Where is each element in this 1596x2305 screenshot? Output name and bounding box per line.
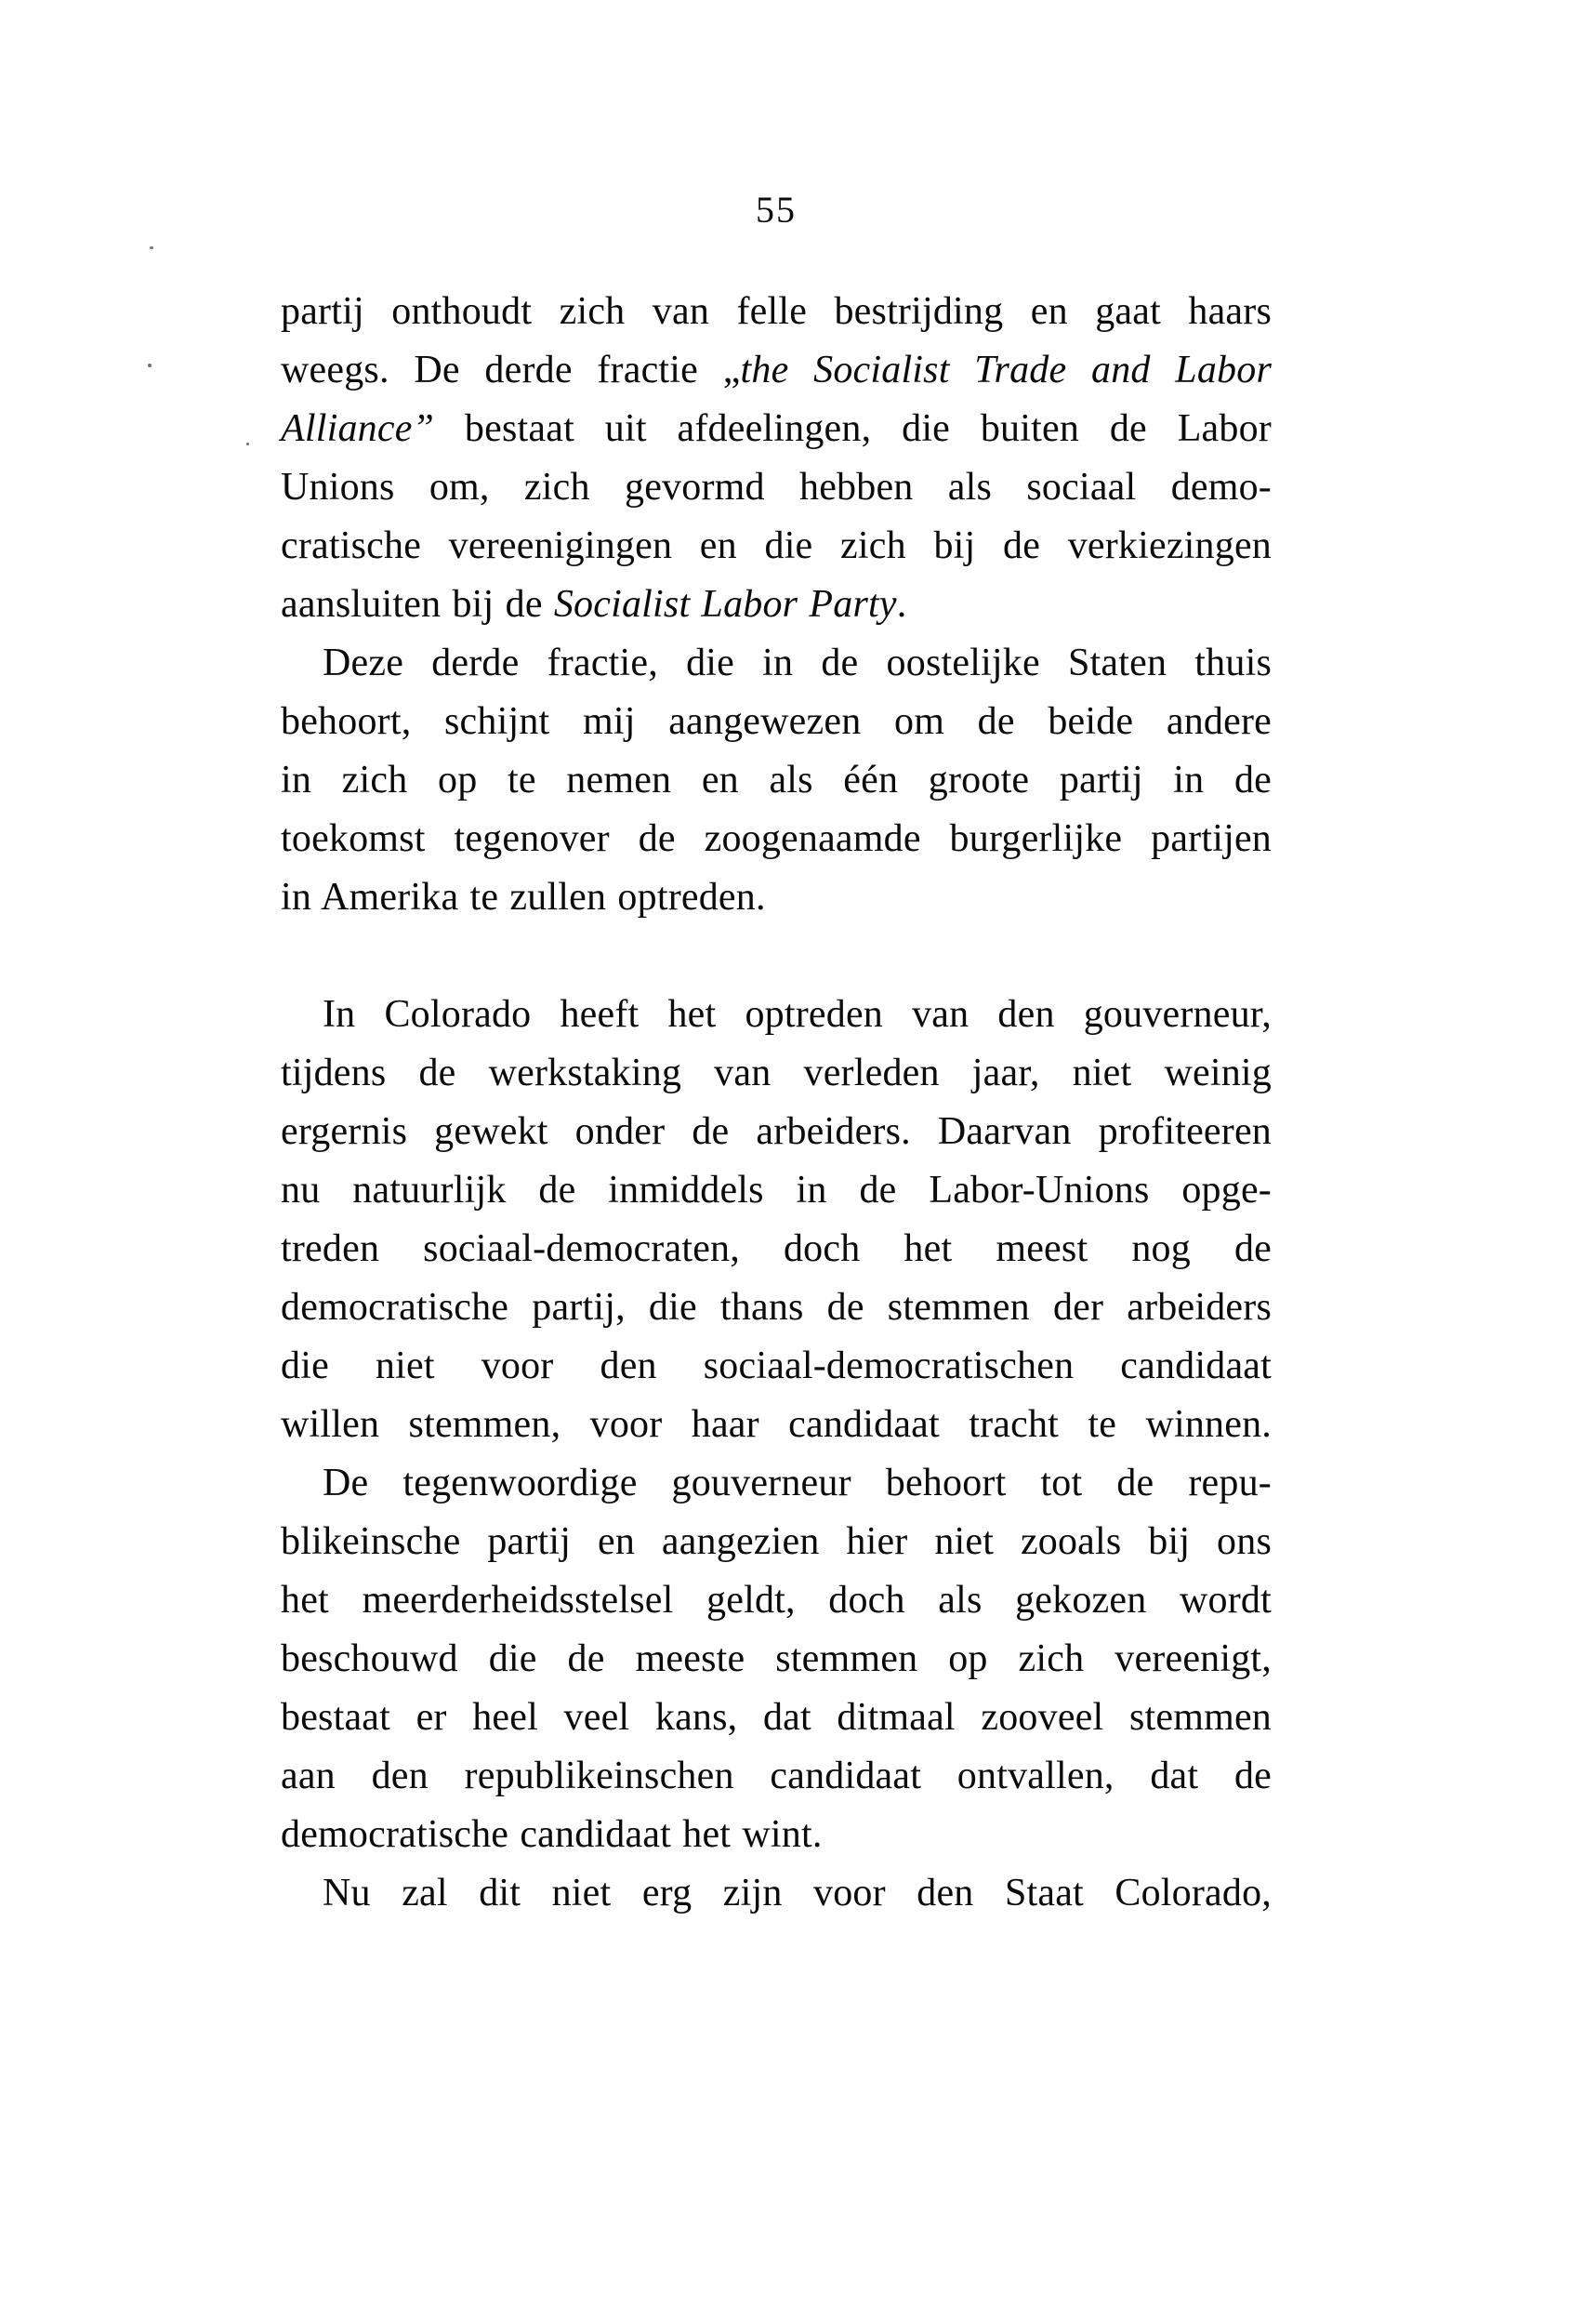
text-segment: aansluiten bij de xyxy=(281,583,554,626)
text-segment: willen stemmen, voor haar candidaat tracht te winnen. xyxy=(281,1403,1272,1446)
text-segment: Unions om, zich gevormd hebben als sociaal demo- xyxy=(281,466,1272,509)
text-block xyxy=(281,283,1272,1923)
text-segment: De tegenwoordige gouverneur behoort tot de repu- xyxy=(323,1462,1272,1504)
text-line xyxy=(281,1571,1272,1630)
text-segment: beschouwd die de meeste stemmen op zich vereenigt, xyxy=(281,1637,1272,1680)
text-line xyxy=(281,986,1272,1044)
text-segment: toekomst tegenover de zoogenaamde burgerlijke partijen xyxy=(281,817,1272,860)
text-segment: het meerderheidsstelsel geldt, doch als gekozen wordt xyxy=(281,1579,1272,1622)
text-segment: Deze derde fractie, die in de oostelijke Staten thuis xyxy=(323,642,1272,684)
text-segment: in zich op te nemen en als één groote partij in de xyxy=(281,759,1272,801)
text-line xyxy=(281,341,1272,400)
text-line xyxy=(281,634,1272,693)
text-segment: blikeinsche partij en aangezien hier niet zooals bij ons xyxy=(281,1520,1272,1563)
text-segment: cratische vereenigingen en die zich bij de verkiezingen xyxy=(281,524,1272,567)
text-segment: aan den republikeinschen candidaat ontvallen, dat de xyxy=(281,1755,1272,1797)
italic-text-segment: the Socialist Trade and Labor xyxy=(740,349,1272,391)
text-line xyxy=(281,1396,1272,1454)
text-line xyxy=(281,1044,1272,1103)
italic-text-segment: Socialist Labor Party xyxy=(553,583,897,626)
text-segment: in Amerika te zullen optreden. xyxy=(281,876,766,919)
text-line xyxy=(281,1337,1272,1396)
text-segment: . xyxy=(896,583,907,626)
paragraph xyxy=(281,986,1272,1454)
scan-speck xyxy=(150,246,153,249)
text-line xyxy=(281,1864,1272,1923)
text-line xyxy=(281,283,1272,341)
paragraph xyxy=(281,634,1272,927)
text-segment: nu natuurlijk de inmiddels in de Labor-Unions opge- xyxy=(281,1169,1272,1212)
paragraph xyxy=(281,1864,1272,1923)
scan-speck xyxy=(148,364,152,367)
text-segment: bestaat er heel veel kans, dat ditmaal zooveel stemmen xyxy=(281,1696,1272,1739)
text-line xyxy=(281,576,1272,634)
paragraph xyxy=(281,1454,1272,1864)
text-line xyxy=(281,400,1272,458)
text-line xyxy=(281,1630,1272,1689)
paragraph xyxy=(281,283,1272,634)
text-line xyxy=(281,1161,1272,1220)
text-segment: behoort, schijnt mij aangewezen om de beide andere xyxy=(281,700,1272,743)
text-line xyxy=(281,458,1272,517)
text-segment: treden sociaal-democraten, doch het meest nog de xyxy=(281,1227,1272,1270)
text-segment: tijdens de werkstaking van verleden jaar, niet weinig xyxy=(281,1052,1272,1094)
page-number: 55 xyxy=(756,189,797,231)
text-segment: Nu zal dit niet erg zijn voor den Staat Colorado, xyxy=(323,1872,1272,1914)
text-line xyxy=(281,1689,1272,1747)
text-line xyxy=(281,1747,1272,1806)
text-segment: democratische candidaat het wint. xyxy=(281,1813,823,1856)
scan-speck xyxy=(246,443,249,445)
text-line xyxy=(281,868,1272,927)
text-segment: partij onthoudt zich van felle bestrijding en gaat haars xyxy=(281,290,1272,333)
text-segment: bestaat uit afdeelingen, die buiten de Labor xyxy=(434,407,1272,450)
text-line xyxy=(281,1806,1272,1864)
text-line xyxy=(281,1103,1272,1161)
text-line xyxy=(281,1278,1272,1337)
text-line xyxy=(281,1513,1272,1571)
text-line xyxy=(281,517,1272,576)
text-segment: die niet voor den sociaal-democratischen candidaat xyxy=(281,1345,1272,1387)
text-segment: In Colorado heeft het optreden van den gouverneur, xyxy=(323,993,1272,1036)
text-segment: democratische partij, die thans de stemmen der arbeiders xyxy=(281,1286,1272,1329)
text-segment: weegs. De derde fractie „ xyxy=(281,349,741,391)
text-line xyxy=(281,693,1272,751)
text-line xyxy=(281,751,1272,810)
italic-text-segment: Alliance” xyxy=(281,407,435,450)
text-segment: ergernis gewekt onder de arbeiders. Daarvan profiteeren xyxy=(281,1110,1272,1153)
text-line xyxy=(281,810,1272,868)
text-line xyxy=(281,1220,1272,1278)
text-line xyxy=(281,1454,1272,1513)
